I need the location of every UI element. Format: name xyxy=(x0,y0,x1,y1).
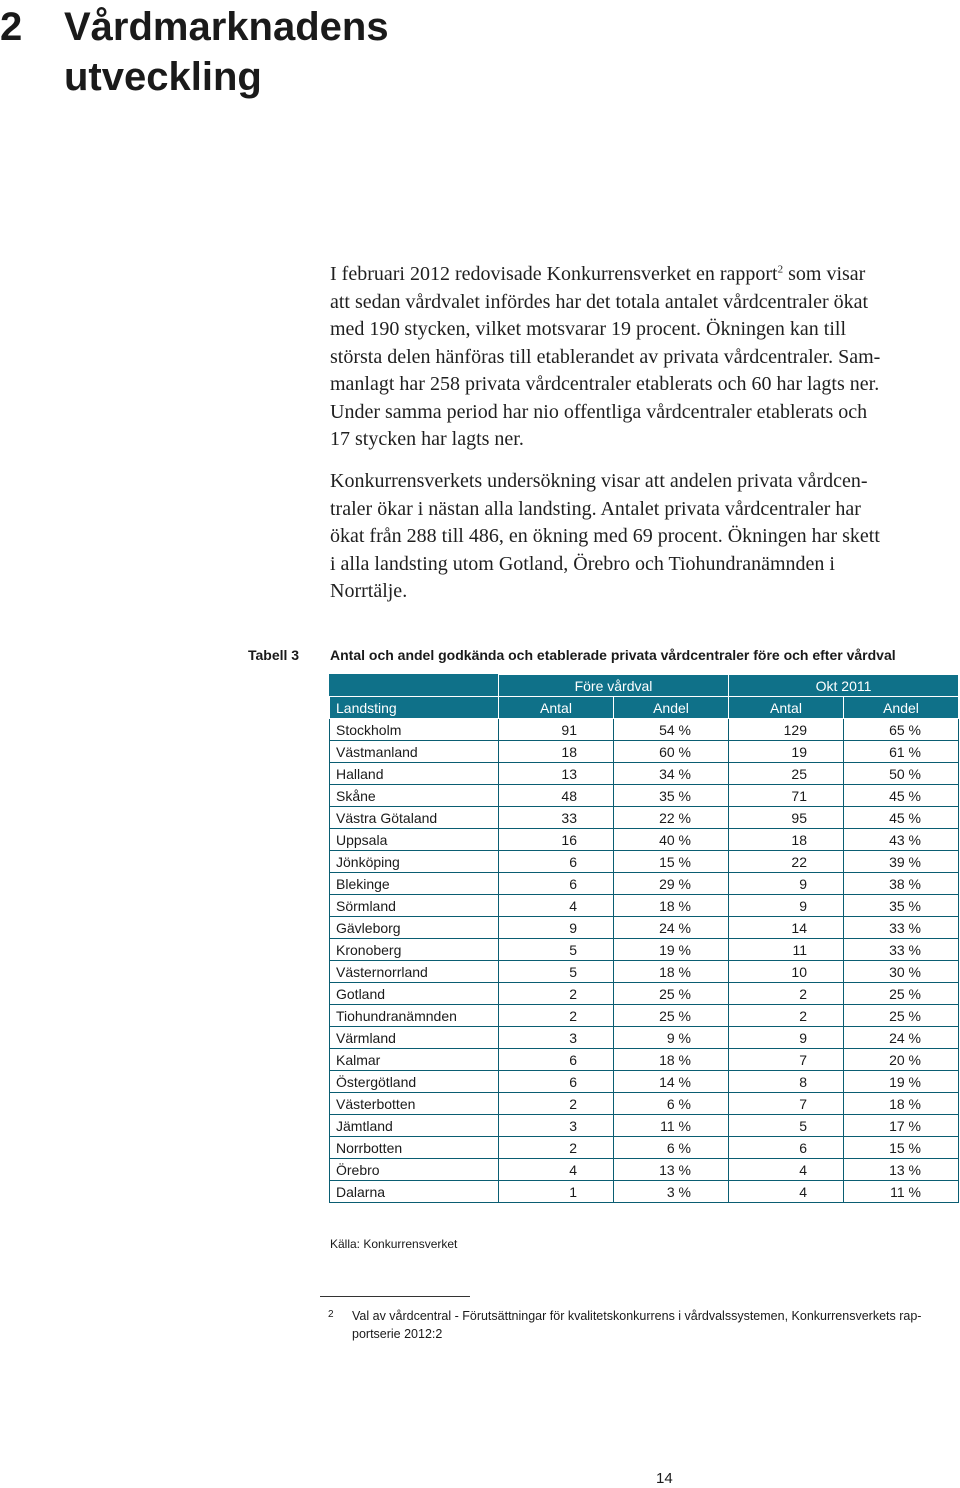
table-row xyxy=(330,785,959,807)
paragraph-line: med 190 stycken, vilket motsvarar 19 procent. Ökningen kan till xyxy=(330,318,846,340)
cell-andel-okt: 25 % xyxy=(844,1005,959,1027)
cell-andel-okt: 11 % xyxy=(844,1181,959,1203)
body-paragraph-2 xyxy=(330,468,955,606)
cell-landsting: Jönköping xyxy=(330,851,499,873)
cell-antal-okt: 9 xyxy=(729,873,844,895)
cell-landsting: Norrbotten xyxy=(330,1137,499,1159)
table-row xyxy=(330,1071,959,1093)
cell-andel-fore: 35 % xyxy=(614,785,729,807)
cell-landsting: Kronoberg xyxy=(330,939,499,961)
table-caption: Antal och andel godkända och etablerade privata vårdcentraler före och efter vårdval xyxy=(330,647,896,663)
cell-andel-fore: 18 % xyxy=(614,1049,729,1071)
table-row xyxy=(330,1093,959,1115)
paragraph-line: Norrtälje. xyxy=(330,580,408,602)
cell-andel-fore: 24 % xyxy=(614,917,729,939)
table-row xyxy=(330,807,959,829)
paragraph-line: största delen hänföras till etablerandet av privata vårdcentraler. Sam- xyxy=(330,345,881,368)
cell-antal-fore: 2 xyxy=(499,983,614,1005)
cell-antal-okt: 22 xyxy=(729,851,844,873)
cell-landsting: Stockholm xyxy=(330,719,499,741)
cell-landsting: Västmanland xyxy=(330,741,499,763)
cell-antal-fore: 4 xyxy=(499,1159,614,1181)
cell-antal-fore: 9 xyxy=(499,917,614,939)
cell-antal-okt: 4 xyxy=(729,1159,844,1181)
cell-antal-okt: 25 xyxy=(729,763,844,785)
cell-andel-fore: 18 % xyxy=(614,961,729,983)
table-row xyxy=(330,829,959,851)
cell-andel-okt: 33 % xyxy=(844,917,959,939)
data-table xyxy=(329,674,959,1203)
cell-antal-fore: 2 xyxy=(499,1137,614,1159)
cell-landsting: Jämtland xyxy=(330,1115,499,1137)
cell-landsting: Östergötland xyxy=(330,1071,499,1093)
cell-andel-fore: 6 % xyxy=(614,1137,729,1159)
table-column-header: Antal xyxy=(499,697,614,719)
cell-landsting: Västerbotten xyxy=(330,1093,499,1115)
cell-antal-fore: 2 xyxy=(499,1093,614,1115)
cell-andel-fore: 40 % xyxy=(614,829,729,851)
table-row xyxy=(330,873,959,895)
paragraph-text: I februari 2012 redovisade Konkurrensverket en rapport xyxy=(330,263,778,285)
cell-landsting: Västernorrland xyxy=(330,961,499,983)
cell-andel-okt: 25 % xyxy=(844,983,959,1005)
table-row xyxy=(330,1049,959,1071)
table-column-header-row xyxy=(330,697,959,719)
table-row xyxy=(330,895,959,917)
cell-andel-fore: 11 % xyxy=(614,1115,729,1137)
cell-landsting: Tiohundranämnden xyxy=(330,1005,499,1027)
chapter-title-line: Vårdmarknadens xyxy=(64,5,389,49)
cell-antal-fore: 6 xyxy=(499,1071,614,1093)
paragraph-line: 17 stycken har lagts ner. xyxy=(330,428,524,450)
cell-landsting: Halland xyxy=(330,763,499,785)
table-row xyxy=(330,719,959,741)
paragraph-text: som visar xyxy=(788,263,866,285)
cell-landsting: Skåne xyxy=(330,785,499,807)
cell-antal-okt: 8 xyxy=(729,1071,844,1093)
table-header-empty xyxy=(330,675,499,697)
cell-antal-okt: 9 xyxy=(729,1027,844,1049)
cell-antal-fore: 3 xyxy=(499,1027,614,1049)
cell-landsting: Sörmland xyxy=(330,895,499,917)
footnote-reference: 2 xyxy=(777,263,784,276)
cell-andel-okt: 61 % xyxy=(844,741,959,763)
cell-antal-okt: 71 xyxy=(729,785,844,807)
cell-antal-fore: 48 xyxy=(499,785,614,807)
footnote-line: Val av vårdcentral - Förutsättningar för kvalitetskonkurrens i vårdvalssystemen, Konkurrensverkets rap- xyxy=(352,1309,922,1323)
paragraph-line xyxy=(330,261,955,289)
cell-antal-okt: 5 xyxy=(729,1115,844,1137)
cell-andel-fore: 19 % xyxy=(614,939,729,961)
table-label: Tabell 3 xyxy=(248,647,300,663)
cell-landsting: Uppsala xyxy=(330,829,499,851)
cell-andel-fore: 25 % xyxy=(614,1005,729,1027)
table-column-header: Antal xyxy=(729,697,844,719)
table-row xyxy=(330,851,959,873)
table-row xyxy=(330,1159,959,1181)
cell-andel-fore: 34 % xyxy=(614,763,729,785)
cell-andel-okt: 15 % xyxy=(844,1137,959,1159)
cell-andel-fore: 6 % xyxy=(614,1093,729,1115)
cell-antal-fore: 18 xyxy=(499,741,614,763)
cell-antal-okt: 129 xyxy=(729,719,844,741)
table-row xyxy=(330,1137,959,1159)
paragraph-line: Under samma period har nio offentliga vårdcentraler etablerats och xyxy=(330,400,868,423)
cell-antal-fore: 4 xyxy=(499,895,614,917)
table-row xyxy=(330,1115,959,1137)
chapter-title-line: utveckling xyxy=(64,55,262,99)
cell-antal-okt: 14 xyxy=(729,917,844,939)
cell-andel-okt: 43 % xyxy=(844,829,959,851)
cell-antal-okt: 19 xyxy=(729,741,844,763)
cell-antal-fore: 91 xyxy=(499,719,614,741)
table-column-header: Landsting xyxy=(330,697,499,719)
table-row xyxy=(330,917,959,939)
cell-antal-fore: 16 xyxy=(499,829,614,851)
paragraph-line: ökat från 288 till 486, en ökning med 69 procent. Ökningen har skett xyxy=(330,525,880,547)
table-row xyxy=(330,763,959,785)
cell-antal-fore: 3 xyxy=(499,1115,614,1137)
cell-andel-fore: 29 % xyxy=(614,873,729,895)
cell-andel-okt: 33 % xyxy=(844,939,959,961)
cell-andel-okt: 50 % xyxy=(844,763,959,785)
table-row xyxy=(330,983,959,1005)
cell-antal-okt: 95 xyxy=(729,807,844,829)
cell-antal-okt: 2 xyxy=(729,983,844,1005)
cell-andel-okt: 30 % xyxy=(844,961,959,983)
table-group-header-row xyxy=(330,675,959,697)
chapter-title xyxy=(64,2,484,102)
cell-antal-fore: 2 xyxy=(499,1005,614,1027)
cell-andel-fore: 60 % xyxy=(614,741,729,763)
cell-andel-fore: 15 % xyxy=(614,851,729,873)
cell-andel-okt: 38 % xyxy=(844,873,959,895)
cell-landsting: Gävleborg xyxy=(330,917,499,939)
cell-andel-okt: 24 % xyxy=(844,1027,959,1049)
cell-andel-fore: 25 % xyxy=(614,983,729,1005)
page-number: 14 xyxy=(656,1470,673,1487)
cell-andel-okt: 45 % xyxy=(844,807,959,829)
table-row xyxy=(330,1005,959,1027)
footnote-line: portserie 2012:2 xyxy=(352,1327,443,1341)
cell-andel-okt: 19 % xyxy=(844,1071,959,1093)
cell-andel-fore: 9 % xyxy=(614,1027,729,1049)
cell-andel-fore: 3 % xyxy=(614,1181,729,1203)
cell-antal-fore: 5 xyxy=(499,961,614,983)
cell-antal-fore: 6 xyxy=(499,873,614,895)
cell-andel-okt: 65 % xyxy=(844,719,959,741)
cell-andel-fore: 54 % xyxy=(614,719,729,741)
cell-antal-okt: 4 xyxy=(729,1181,844,1203)
cell-antal-okt: 18 xyxy=(729,829,844,851)
body-paragraph-1 xyxy=(330,261,955,454)
table-column-header: Andel xyxy=(614,697,729,719)
paragraph-line: Konkurrensverkets undersökning visar att andelen privata vårdcen- xyxy=(330,470,868,492)
cell-andel-okt: 35 % xyxy=(844,895,959,917)
cell-antal-okt: 9 xyxy=(729,895,844,917)
table-row xyxy=(330,741,959,763)
cell-andel-fore: 13 % xyxy=(614,1159,729,1181)
cell-landsting: Kalmar xyxy=(330,1049,499,1071)
cell-antal-okt: 7 xyxy=(729,1049,844,1071)
cell-antal-fore: 6 xyxy=(499,851,614,873)
cell-antal-fore: 33 xyxy=(499,807,614,829)
cell-andel-okt: 20 % xyxy=(844,1049,959,1071)
table-column-header: Andel xyxy=(844,697,959,719)
cell-landsting: Örebro xyxy=(330,1159,499,1181)
cell-andel-okt: 18 % xyxy=(844,1093,959,1115)
cell-landsting: Blekinge xyxy=(330,873,499,895)
table-row xyxy=(330,1027,959,1049)
cell-andel-okt: 39 % xyxy=(844,851,959,873)
cell-antal-okt: 10 xyxy=(729,961,844,983)
footnote-divider xyxy=(320,1296,470,1297)
cell-andel-okt: 13 % xyxy=(844,1159,959,1181)
cell-andel-fore: 22 % xyxy=(614,807,729,829)
cell-landsting: Gotland xyxy=(330,983,499,1005)
footnote-text xyxy=(352,1307,952,1343)
table-group-header: Okt 2011 xyxy=(729,675,959,697)
cell-antal-fore: 13 xyxy=(499,763,614,785)
cell-landsting: Västra Götaland xyxy=(330,807,499,829)
table-source: Källa: Konkurrensverket xyxy=(330,1237,458,1251)
table-row xyxy=(330,961,959,983)
cell-antal-fore: 1 xyxy=(499,1181,614,1203)
table-row xyxy=(330,939,959,961)
cell-landsting: Värmland xyxy=(330,1027,499,1049)
cell-antal-okt: 7 xyxy=(729,1093,844,1115)
footnote-number: 2 xyxy=(328,1309,334,1320)
cell-antal-fore: 6 xyxy=(499,1049,614,1071)
cell-antal-okt: 2 xyxy=(729,1005,844,1027)
cell-andel-okt: 17 % xyxy=(844,1115,959,1137)
cell-antal-okt: 11 xyxy=(729,939,844,961)
table-group-header: Före vårdval xyxy=(499,675,729,697)
cell-antal-fore: 5 xyxy=(499,939,614,961)
paragraph-line: i alla landsting utom Gotland, Örebro och Tiohundranämnden i xyxy=(330,552,835,575)
cell-andel-fore: 18 % xyxy=(614,895,729,917)
paragraph-line: att sedan vårdvalet infördes har det totala antalet vårdcentraler ökat xyxy=(330,290,869,313)
cell-antal-okt: 6 xyxy=(729,1137,844,1159)
table-row xyxy=(330,1181,959,1203)
cell-andel-okt: 45 % xyxy=(844,785,959,807)
cell-landsting: Dalarna xyxy=(330,1181,499,1203)
chapter-number: 2 xyxy=(0,5,23,49)
paragraph-line: manlagt har 258 privata vårdcentraler etablerats och 60 har lagts ner. xyxy=(330,373,880,395)
paragraph-line: traler ökar i nästan alla landsting. Antalet privata vårdcentraler har xyxy=(330,497,861,520)
cell-andel-fore: 14 % xyxy=(614,1071,729,1093)
